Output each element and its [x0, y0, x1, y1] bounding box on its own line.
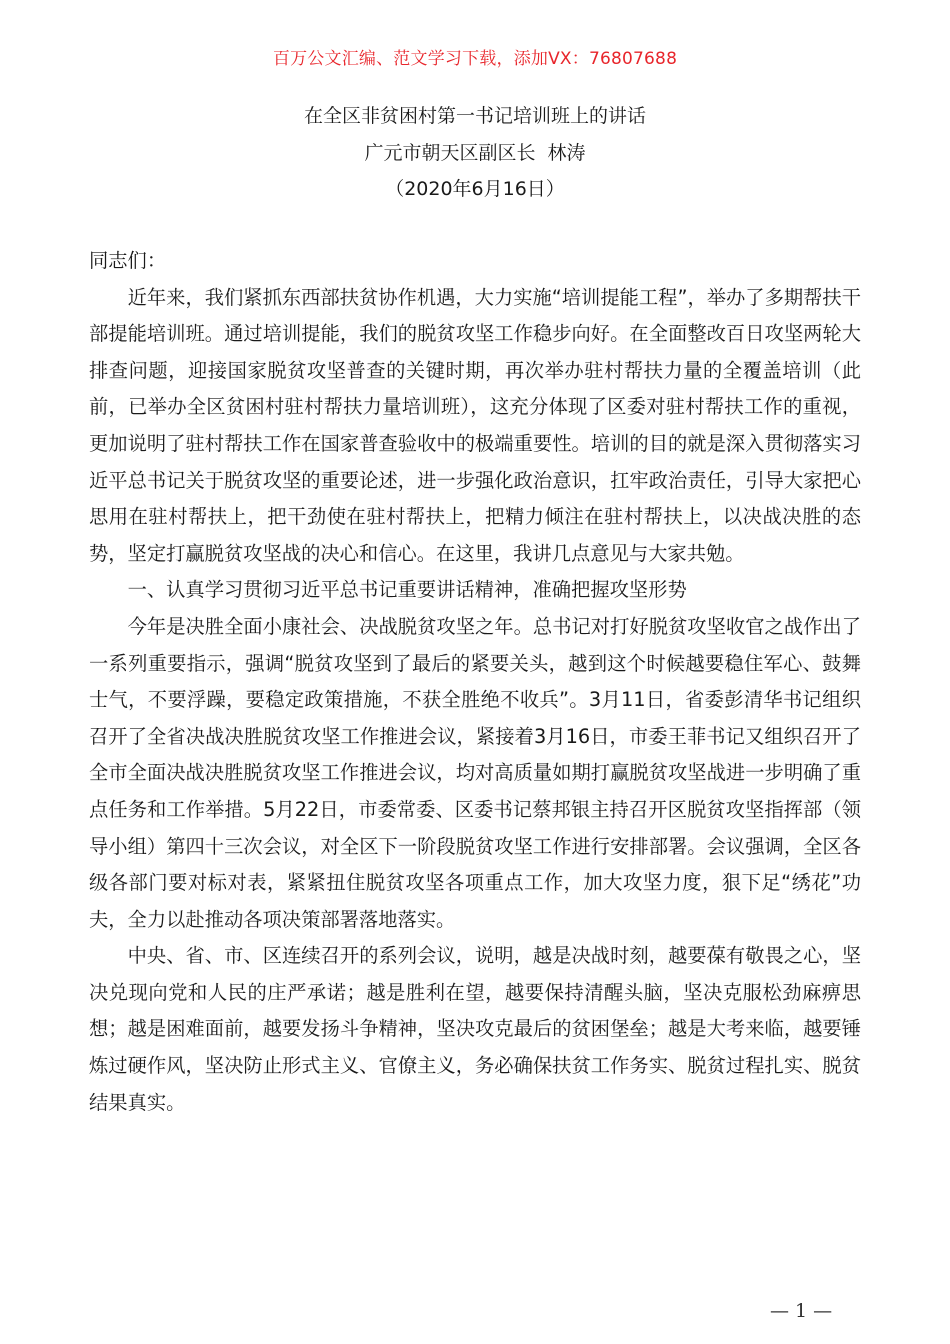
document-title: 在全区非贫困村第一书记培训班上的讲话: [303, 105, 646, 127]
paragraph-intro: 近年来，我们紧抓东西部扶贫协作机遇，大力实施“培训提能工程”，举办了多期帮扶干部提能培训班。通过培训提能，我们的脱贫攻坚工作稳步向好。在全面整改百日攻坚两轮大排查问题，迎接国家脱贫攻坚普查的关键时期，再次举办驻村帮扶力量的全覆盖培训（此前，已举办全区贫困村驻村帮扶力量培训班），这充分体现了区委对驻村帮扶工作的重视，更加说明了驻村帮扶工作在国家普查验收中的极端重要性。培训的目的就是深入贯彻落实习近平总书记关于脱贫攻坚的重要论述，进一步强化政治意识，扛牢政治责任，引导大家把心思用在驻村帮扶上，把干劲使在驻村帮扶上，把精力倾注在驻村帮扶上，以决战决胜的态势，坚定打赢脱贫攻坚战的决心和信心。在这里，我讲几点意见与大家共勉。: [89, 285, 861, 565]
section-heading-1: 一、认真学习贯彻习近平总书记重要讲话精神，准确把握攻坚形势: [127, 578, 687, 602]
document-header: [0, 98, 950, 208]
watermark-banner: 百万公文汇编、范文学习下载，添加VX：76807688: [272, 49, 678, 69]
paragraph-meetings-summary: 中央、省、市、区连续召开的系列会议，说明，越是决战时刻，越要葆有敬畏之心，坚决兑现向党和人民的庄严承诺；越是胜利在望，越要保持清醒头脑，坚决克服松劲麻痹思想；越是困难面前，越要发扬斗争精神，坚决攻克最后的贫困堡垒；越是大考来临，越要锤炼过硬作风，坚决防止形式主义、官僚主义，务必确保扶贫工作务实、脱贫过程扎实、脱贫结果真实。: [89, 944, 861, 1114]
salutation: 同志们：: [89, 249, 167, 272]
document-body: [89, 243, 861, 1121]
document-author: 广元市朝天区副区长 林涛: [364, 141, 586, 164]
page-number: — 1 —: [770, 1300, 833, 1322]
document-date: （2020年6月16日）: [385, 178, 565, 200]
paragraph-situation: 今年是决胜全面小康社会、决战脱贫攻坚之年。总书记对打好脱贫攻坚收官之战作出了一系列重要指示，强调“脱贫攻坚到了最后的紧要关头，越到这个时候越要稳住军心、鼓舞士气，不要浮躁，要稳定政策措施，不获全胜绝不收兵”。3月11日，省委彭清华书记组织召开了全省决战决胜脱贫攻坚工作推进会议，紧接着3月16日，市委王菲书记又组织召开了全市全面决战决胜脱贫攻坚工作推进会议，均对高质量如期打赢脱贫攻坚战进一步明确了重点任务和工作举措。5月22日，市委常委、区委书记蔡邦银主持召开区脱贫攻坚指挥部（领导小组）第四十三次会议，对全区下一阶段脱贫攻坚工作进行安排部署。会议强调，全区各级各部门要对标对表，紧紧扭住脱贫攻坚各项重点工作，加大攻坚力度，狠下足“绣花”功夫，全力以赴推动各项决策部署落地落实。: [89, 614, 861, 931]
